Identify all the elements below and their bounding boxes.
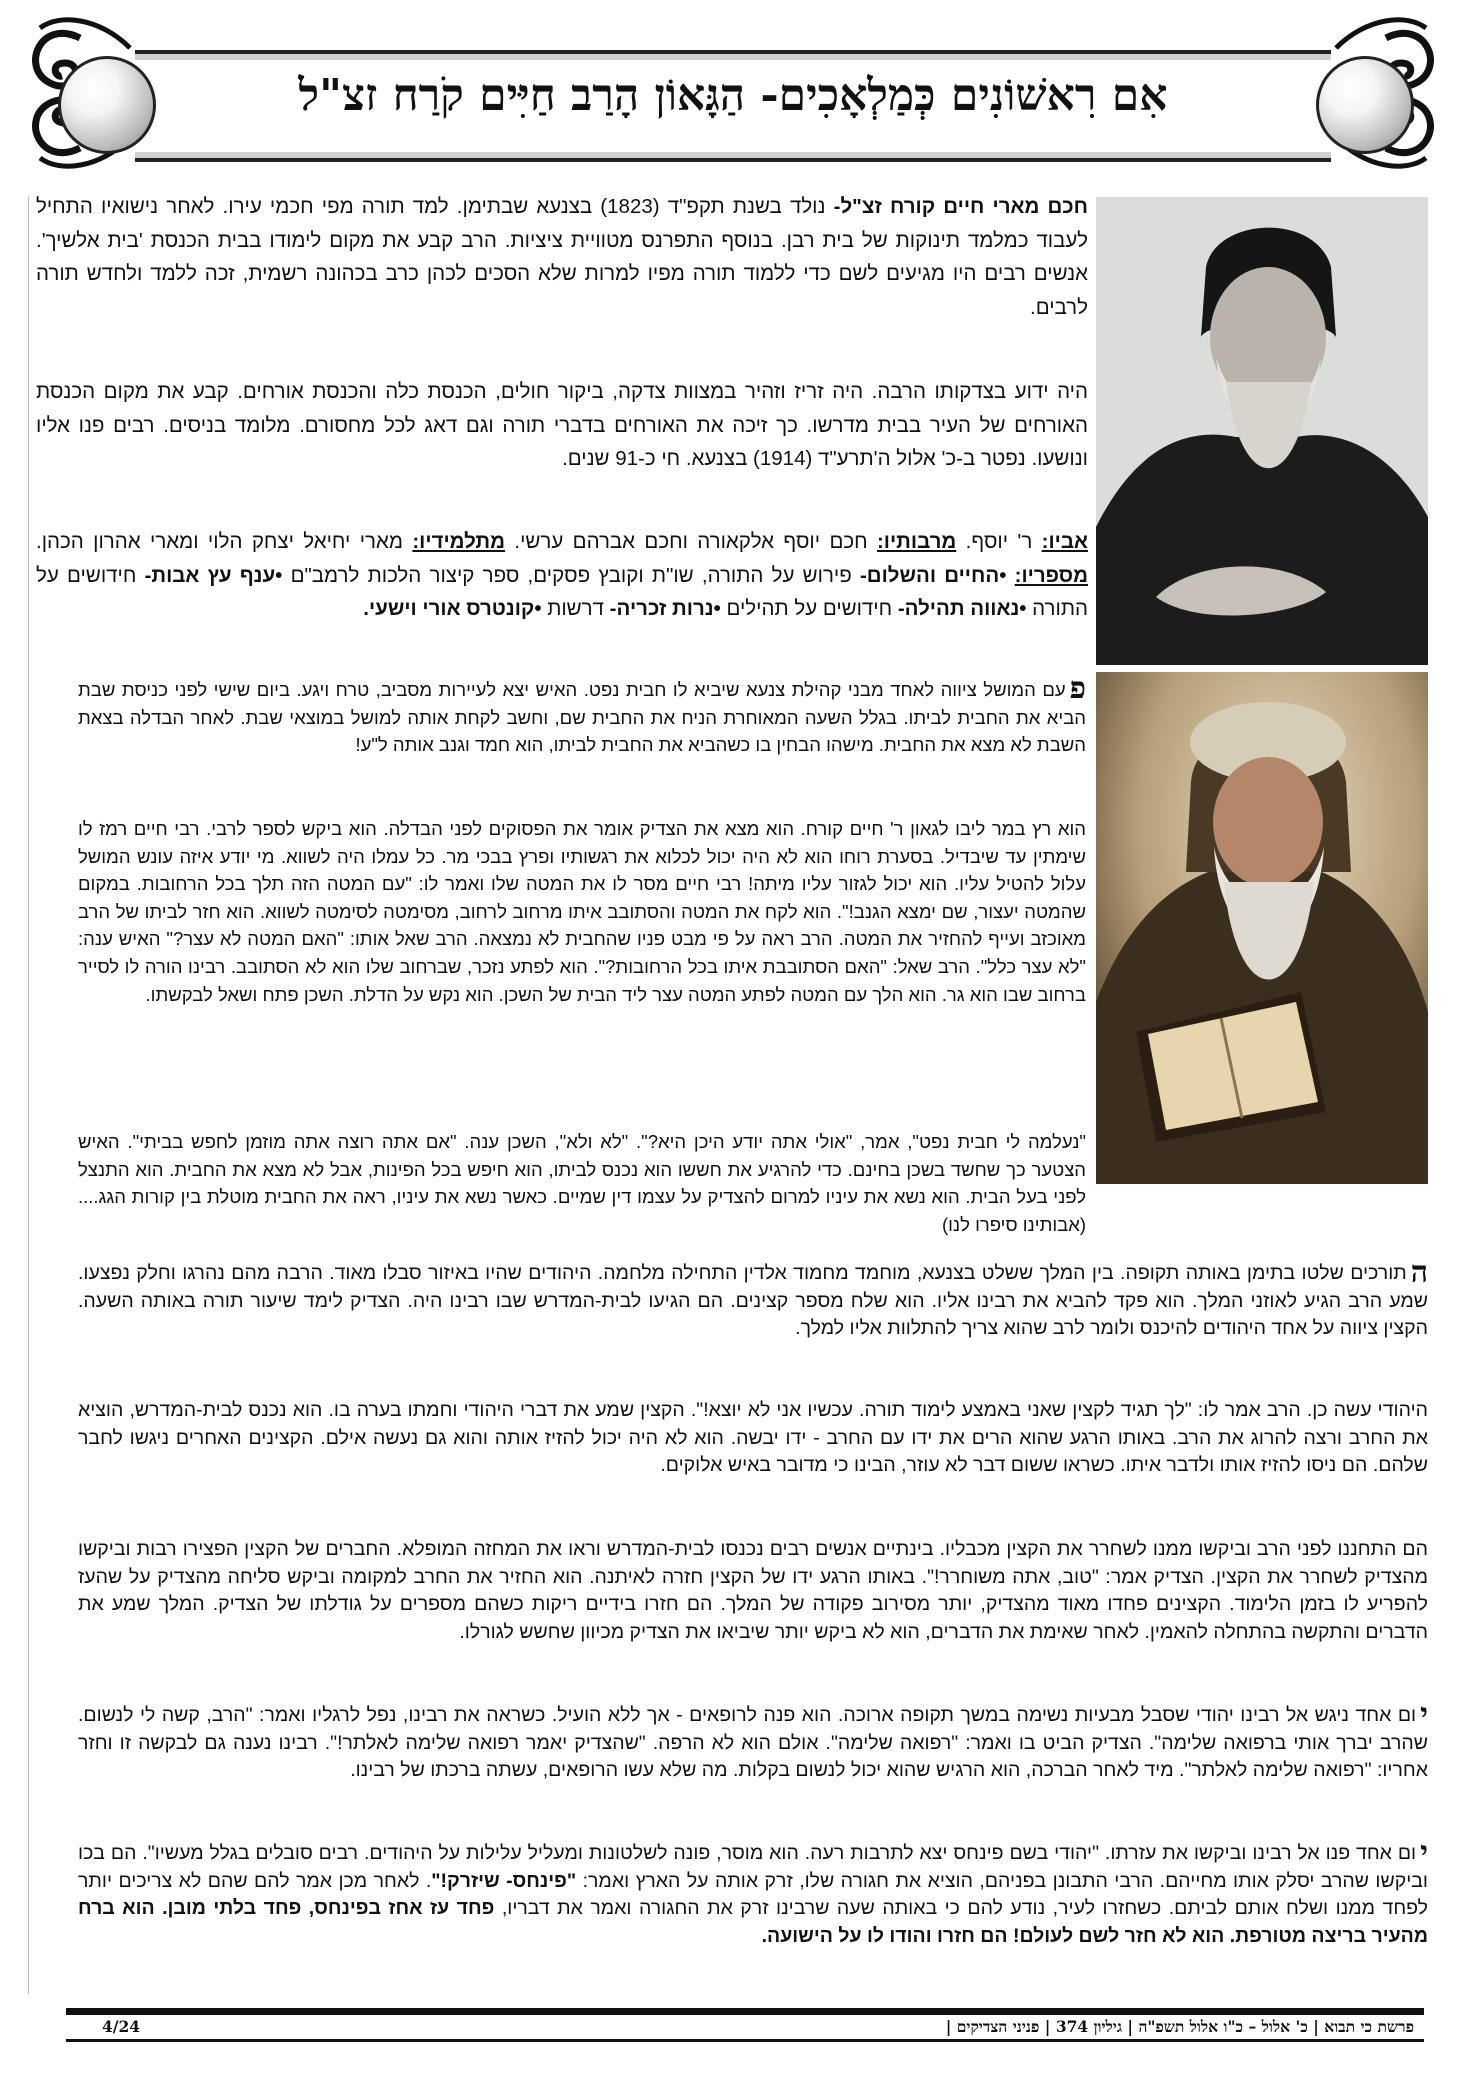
story-text: עם המושל ציווה לאחד מבני קהילת צנעא שיביא לו חבית נפט. האיש יצא לעיירות מסביב, טרח ויגע. ביום שישי לפני כניסת שבת הביא את החבית לביתו. בגלל השעה המאוחרת הניח את החבית שם, וחשב לקחת אותה למושל במוצאי שבת. לאחר הבדלה בצאת השבת לא מצא את החבית. מישהו הבחין בו כשהביא את החבית לביתו, הוא חמד וגנב אותה ל"ע! — [78, 679, 1086, 756]
bio-paragraph-2: היה ידוע בצדקותו הרבה. היה זריז וזהיר במצוות צדקה, ביקור חולים, הכנסת כלה והכנסת אורחים. קבע את מקום הכנסת האורחים של העיר בבית מדרשו. כך זיכה את האורחים בדברי תורה וגם דאג לכל מחסורם. מלומד בניסים. רבים פנו אליו ונושעו. נפטר ב-כ' אלול ה'תרע"ד (1914) בצנעא. חי כ-91 שנים. — [36, 380, 1088, 471]
dropcap: פ — [1069, 671, 1086, 706]
title-banner — [20, 8, 1446, 178]
story2-paragraph-3: הם התחננו לפני הרב וביקשו ממנו לשחרר את הקצין מכבליו. בינתיים אנשים רבים נכנסו לבית-המדרש וראו את המחזה המופלא. החברים של הקצין הפצירו רבות וביקשו מהצדיק לשחרר את הקצין. הצדיק אמר: "טוב, אתה משוחרר!". באותו הרגע ידו של הקצין חזרה לאיתנה. הוא החזיר את החרב למקומה וביקש סליחה מהצדיק על שהעז להפריע לו בזמן הלימוד. הקצינים פחדו מאוד מהצדיק, יותר מסירוב פקודה של המלך. הם חזרו בידיים ריקות כשהם מספרים על גודלתו של הצדיק. המלך שמע את הדברים והתקשה בהתחלה להאמין. לאחר שאימת את הדברים, הוא לא ביקש יותר שיביאו את הצדיק מכיוון שחשש לגורלו. — [78, 1538, 1428, 1643]
father-text: ר' יוסף. — [956, 530, 1042, 553]
bio-paragraph-3 — [36, 525, 1088, 626]
footer-publication: פניני הצדיקים — [956, 2017, 1040, 2036]
footer-parasha: פרשת כי תבוא — [1324, 2017, 1414, 2036]
students-text: מארי יחיאל יצחק הלוי ומארי אהרון הכהן. — [36, 530, 413, 553]
story-text: . לאחר מכן אמר להם שהם לא צריכים יותר לפחד ממנו ושלח אותם לביתם. כשחזרו לעיר, נודע להם כי באותה שעה שרבינו זרק את החגורה ואמר את דבריו, — [78, 1869, 1428, 1920]
books-label: מספריו: — [1014, 563, 1088, 587]
story2-paragraph-2: היהודי עשה כן. הרב אמר לו: "לך תגיד לקצין שאני באמצע לימוד תורה. עכשיו אני לא יוצא!". הקצין שמע את דברי היהודי וחמתו בערה בו. הוא נכנס לבית-המדרש, הוציא את החרב ורצה להרוג את הרב. באותו הרגע שהוא הרים את ידו עם החרב - ידו יבשה. הוא לא היה יכול להזיז אותה והוא גם נעשה אילם. הקצינים האחרים ניגשו לחבר שלהם. הם ניסו להזיז אותו ולדבר איתו. כשראו ששום דבר לא עוזר, הבינו כי מדובר באיש אלוקים. — [78, 1399, 1428, 1477]
book-title: •נאווה תהילה- — [897, 597, 1027, 621]
bio-paragraph-1 — [36, 190, 1088, 324]
book-desc: דרשות — [541, 597, 610, 621]
story-text: ום אחד פנו אל רבינו וביקשו את עזרתו. "יהודי בשם פינחס יצא לתרבות רעה. הוא מוסר, פונה לשלטונות ומעליל עלילות על היהודים. רבים סובלים בגלל מעשיו". הם בכו וביקשו שהרב יסלק אותו מחייהם. הרבי התבונן בפניהם, הוציא את חגורה שלו, זרק אותה על הארץ ואמר: — [78, 1842, 1428, 1892]
bio-text: נולד בשנת תקפ"ד (1823) בצנעא שבתימן. למד תורה מפי חכמי עירו. לאחר נישואיו התחיל לעבוד כמלמד תינוקות של בית רבן. בנוסף התפרנס מטוויית ציציות. הרב קבע את מקום לימודו בבית הכנסת 'בית אלשיך'. אנשים רבים היו מגיעים לשם כדי ללמוד תורה מפיו למרות שלא הסכים לכהן כרב בכהונה רשמית, זכה ללמד ולחדש תורה לרבים. — [36, 195, 1088, 319]
story2-paragraph-1 — [78, 1255, 1428, 1343]
book-desc: חידושים על תהילים — [720, 597, 898, 621]
book-title: •קונטרס אורי וישעי. — [363, 597, 542, 621]
story1-paragraph-2: הוא רץ במר ליבו לגאון ר' חיים קורח. הוא מצא את הצדיק אומר את הפסוקים לפני הבדלה. הוא ביקש לספר לרבי. רבי חיים רמז לו שימתין עד שיבדיל. בסערת רוחו הוא לא היה יכול לכלוא את רגשותיו ופרץ בבכי מר. כל עמלו היה לשווא. מי יודע איזה עונש המושל עלול להטיל עליו. הוא יכול לגזור עליו מיתה! רבי חיים מסר לו את המטה שלו ואמר לו: "עם המטה הזה תלך בכל הרחובות. במקום שהמטה יעצור, שם ימצא הגנב!". הוא לקח את המטה והסתובב איתו מרחוב לרחוב, מסימטה לסימטה לשווא. הוא חזר לביתו של הרב מאוכזב ועייף להחזיר את המטה. הרב ראה על פי מבט פניו שהחבית לא נמצאה. הרב שאל אותו: "האם המטה לא עצר?" האיש ענה: "לא עצר כלל". הרב שאל: "האם הסתובבת איתו בכל הרחובות?". הוא לפתע נזכר, שברחוב שלו הוא לא הסתובב. רבינו הורה לו לסייר ברחוב שבו הוא גר. הוא הלך עם המטה לפתע המטה עצר ליד הבית של השכן. הוא נקש על הדלת. השכן פתח ושאל לבקשתו. — [78, 818, 1086, 1005]
story-text: ום אחד ניגש אל רבינו יהודי שסבל מבעיות נשימה במשך תקופה ארוכה. הוא פנה לרופאים - אך ללא הועיל. כשראה את רבינו, נפל לרגליו ואמר: "הרב, קשה לי לנשום. שהרב יברך אותי ברפואה שלימה". הצדיק הביט בו ואמר: "רפואה שלימה". אולם הוא לא הרפה. "שהצדיק יאמר רפואה שלימה לאלתר!". רבינו נענה גם לבקשה זו וחזר אחריו: "רפואה שלימה לאלתר". מיד לאחר הברכה, הוא הרגיש שהוא יכול לנשום בקלות. מה שלא עשו הרופאים, עשתה ברכתו של רבינו. — [78, 1704, 1428, 1782]
footer-issue: גיליון 374 — [1055, 2017, 1122, 2036]
pearl-icon — [58, 56, 156, 154]
footer-separator: | — [945, 2017, 952, 2036]
footer-info — [946, 2017, 1414, 2037]
bio-name: חכם מארי חיים קורח זצ"ל- — [833, 195, 1088, 218]
book-desc: חידושים על התורה — [36, 563, 1088, 621]
students-label: מתלמידיו: — [412, 530, 506, 553]
story1-paragraph-3: "נעלמה לי חבית נפט", אמר, "אולי אתה יודע היכן היא?". "לא ולא", השכן ענה. "אם אתה רוצה אתה מוזמן לחפש בביתי". האיש הצטער כך שחשד בשכן בחינם. כדי להרגיע את חששו הוא נכנס לביתו, הוא חיפש בכל הפינות, אבל לא מצא את החבית. הוא התנצל לפני בעל הבית. הוא נשא את עיניו למרום להצדיק על עצמו דין שמיים. כאשר נשא את עיניו, ראה את החבית מוטלת בין קורות הגג.... (אבותינו סיפרו לנו) — [78, 1131, 1086, 1235]
teachers-label: מרבותיו: — [876, 530, 957, 553]
book-title: •נרות זכריה- — [609, 597, 721, 621]
dropcap: י — [1420, 1835, 1428, 1870]
footer-strip — [66, 2014, 1424, 2040]
story1-paragraph-1 — [78, 671, 1086, 759]
story-ending: פחד עז אחז בפינחס, פחד בלתי מובן. הוא ברח מהעיר בריצה מטורפת. הוא לא חזר לשם לעולם! הם חזרו והודו לו על הישועה. — [78, 1897, 1428, 1947]
footer-dates: כ' אלול – כ"ו אלול תשפ"ה — [1138, 2017, 1308, 2036]
dropcap: ה — [1410, 1255, 1428, 1290]
footer-separator: | — [1127, 2017, 1134, 2036]
footer-separator: | — [1313, 2017, 1319, 2036]
story-quote: "פינחס- שיזרק!" — [431, 1869, 577, 1892]
footer-bar — [66, 2008, 1424, 2042]
pearl-icon — [1316, 56, 1414, 154]
book-title: •החיים והשלום- — [859, 563, 1015, 587]
story-text: תורכים שלטו בתימן באותה תקופה. בין המלך ששלט בצנעא, מוחמד מחמוד אלדין התחילה מלחמה. היהודים שהיו באיזור סבלו מאוד. הרבה מהם נהרגו וחלק נפצעו. שמע הרב הגיע לאוזני המלך. הוא פקד להביא את רבינו אליו. הוא שלח מספר קצינים. הם הגיעו לבית-המדרש שבו רבינו היה. הצדיק לימד שיעור תורה באותה השעה. הקצין ציווה על אחד היהודים להיכנס ולומר לרב שהוא צריך להתלוות אליו למלך. — [78, 1262, 1428, 1340]
story3-paragraph — [78, 1697, 1428, 1785]
father-label: אביו: — [1041, 530, 1088, 553]
page-number: 4/24 — [102, 2017, 141, 2036]
book-desc: פירוש על התורה, שו"ת וקובץ פסקים, ספר קיצור הלכות לרמב"ם — [282, 563, 860, 587]
dropcap: י — [1420, 1697, 1428, 1732]
margin-rule — [28, 196, 29, 1994]
teachers-text: חכם יוסף אלקאורה וחכם אברהם ערשי. — [505, 530, 877, 553]
rabbi-photo-bw — [1096, 197, 1428, 665]
book-title: •ענף עץ אבות- — [144, 563, 283, 587]
footer-separator: | — [1044, 2017, 1051, 2036]
story4-paragraph — [78, 1835, 1428, 1950]
page-title: אִם רִאשׁוֹנִים כְּמַלְאָכִים- הַגָּאוֹן הָרַב חַיִּים קֹרַח זצ"ל — [298, 70, 1168, 121]
rabbi-painting-with-book — [1096, 672, 1428, 1184]
